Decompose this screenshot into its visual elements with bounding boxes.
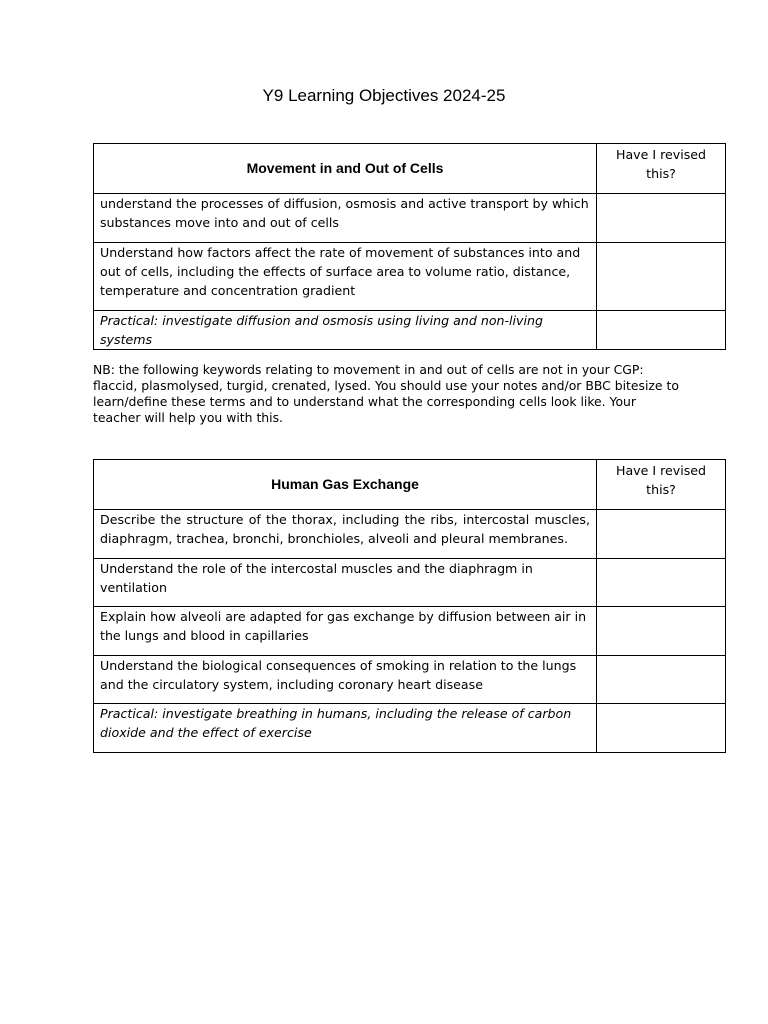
table-row	[94, 311, 726, 350]
revised-checkbox-cell[interactable]	[597, 243, 726, 311]
revised-checkbox-cell[interactable]	[597, 607, 726, 656]
objective-text: Describe the structure of the thorax, including the ribs, intercostal muscles, diaphragm, trachea, bronchi, bronchioles, alveoli and pleural membranes.	[94, 510, 597, 559]
table-header-row	[94, 144, 726, 194]
table-row	[94, 243, 726, 311]
revised-column-header: Have I revised this?	[597, 460, 726, 510]
table-row	[94, 607, 726, 656]
objective-text: Practical: investigate breathing in humans, including the release of carbon dioxide and the effect of exercise	[94, 704, 597, 753]
revised-checkbox-cell[interactable]	[597, 194, 726, 243]
objective-text: Understand the role of the intercostal muscles and the diaphragm in ventilation	[94, 559, 597, 607]
table-heading: Movement in and Out of Cells	[94, 144, 597, 194]
table-heading: Human Gas Exchange	[94, 460, 597, 510]
table-row	[94, 510, 726, 559]
table-row	[94, 559, 726, 607]
table-header-row	[94, 460, 726, 510]
revised-column-header: Have I revised this?	[597, 144, 726, 194]
objectives-table-movement	[93, 143, 726, 350]
table-row	[94, 194, 726, 243]
objective-text: Explain how alveoli are adapted for gas exchange by diffusion between air in the lungs and blood in capillaries	[94, 607, 597, 656]
page-title: Y9 Learning Objectives 2024-25	[262, 86, 506, 105]
table-row	[94, 656, 726, 704]
revised-checkbox-cell[interactable]	[597, 656, 726, 704]
objective-text: Understand how factors affect the rate of movement of substances into and out of cells, including the effects of surface area to volume ratio, distance, temperature and concentration gradient	[94, 243, 597, 311]
objectives-table-gas-exchange	[93, 459, 726, 753]
revised-checkbox-cell[interactable]	[597, 311, 726, 350]
table-row	[94, 704, 726, 753]
revised-checkbox-cell[interactable]	[597, 510, 726, 559]
objective-text: Understand the biological consequences of smoking in relation to the lungs and the circulatory system, including coronary heart disease	[94, 656, 597, 704]
keywords-note: NB: the following keywords relating to movement in and out of cells are not in your CGP: flaccid, plasmolysed, turgid, crenated, lysed. You should use your notes and/or BBC bitesize to learn/define these terms and to understand what the corresponding cells look like. Your teacher will help you with this.	[93, 362, 679, 425]
revised-checkbox-cell[interactable]	[597, 704, 726, 753]
revised-checkbox-cell[interactable]	[597, 559, 726, 607]
objective-text: Practical: investigate diffusion and osmosis using living and non-living systems	[94, 311, 597, 350]
objective-text: understand the processes of diffusion, osmosis and active transport by which substances move into and out of cells	[94, 194, 597, 243]
